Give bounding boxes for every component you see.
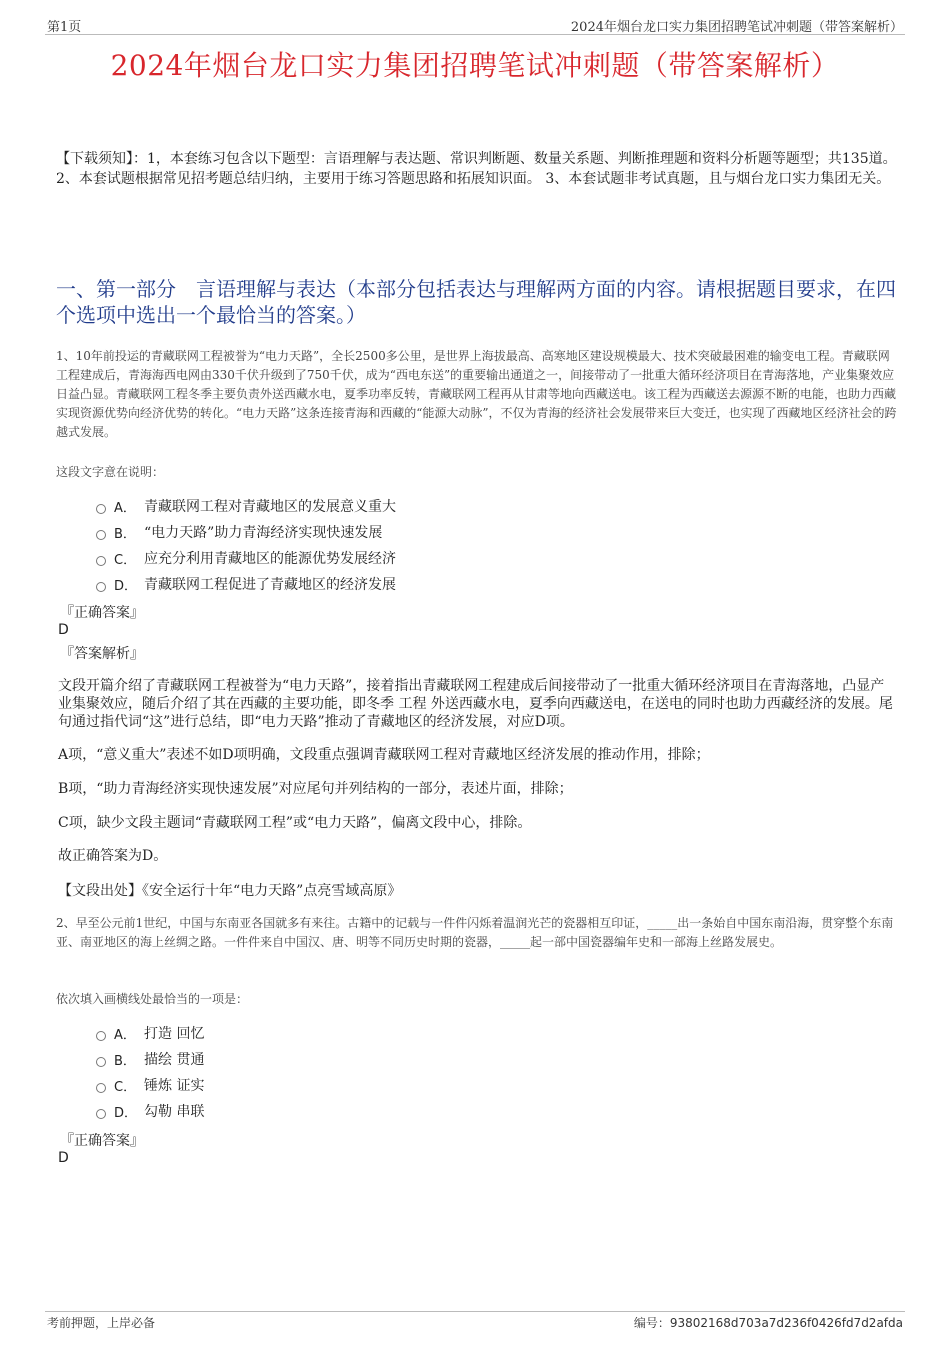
- question-2-option-b[interactable]: B． 描绘 贯通: [96, 1046, 696, 1072]
- radio-icon[interactable]: [96, 582, 106, 592]
- radio-icon[interactable]: [96, 1109, 106, 1119]
- radio-icon[interactable]: [96, 556, 106, 566]
- question-2-text: 2、早至公元前1世纪，中国与东南亚各国就多有来往。古籍中的记载与一件件闪烁着温润光芒的瓷器相互印证，_____出一条始自中国东南沿海，贯穿整个东南亚、南亚地区的海上丝绸之路。一件件来自中国汉、唐、明等不同历史时期的瓷器，_____起一部中国瓷器编年史和一部海上丝路发展史。: [56, 916, 894, 949]
- page-number: 第1页: [47, 20, 82, 35]
- question-2-option-a[interactable]: A． 打造 回忆: [96, 1020, 696, 1046]
- page-header: [45, 14, 905, 35]
- question-1-analysis-c: C项，缺少文段主题词“青藏联网工程”或“电力天路”，偏离文段中心，排除。: [58, 815, 532, 831]
- question-2-answer: D: [58, 1150, 69, 1166]
- question-1-options: [96, 493, 696, 597]
- radio-icon[interactable]: [96, 1031, 106, 1041]
- question-1-prompt: 这段文字意在说明：: [56, 465, 165, 479]
- question-2-prompt: 依次填入画横线处最恰当的一项是：: [56, 992, 249, 1006]
- footer-slogan: 考前押题，上岸必备: [47, 1316, 156, 1330]
- radio-icon[interactable]: [96, 1057, 106, 1067]
- question-1-option-c[interactable]: C． 应充分利用青藏地区的能源优势发展经济: [96, 545, 696, 571]
- radio-icon[interactable]: [96, 1083, 106, 1093]
- question-1-analysis-paragraph: 文段开篇介绍了青藏联网工程被誉为“电力天路”，接着指出青藏联网工程建成后间接带动了一批重大循环经济项目在青海落地，凸显产业集聚效应，随后介绍了其在西藏的主要功能，即冬季 工程 外送西藏水电，夏季向西藏送电，在送电的同时也助力西藏经济的发展。尾句通过指代词“这”进行总结，即“电力天路”推动了青藏地区的经济发展，对应D项。: [58, 678, 893, 730]
- section-heading: 一、第一部分 言语理解与表达（本部分包括表达与理解两方面的内容。请根据题目要求，在四个选项中选出一个最恰当的答案。）: [56, 277, 896, 327]
- header-doc-name: 2024年烟台龙口实力集团招聘笔试冲刺题（带答案解析）: [570, 20, 903, 35]
- question-1-analysis-a: A项，“意义重大”表述不如D项明确，文段重点强调青藏联网工程对青藏地区经济发展的推动作用，排除；: [58, 747, 710, 763]
- radio-icon[interactable]: [96, 504, 106, 514]
- question-1-option-d[interactable]: D． 青藏联网工程促进了青藏地区的经济发展: [96, 571, 696, 597]
- question-1-answer: D: [58, 622, 69, 638]
- question-2-answer-label: 『正确答案』: [60, 1133, 144, 1149]
- download-notice: 【下载须知】：1，本套练习包含以下题型：言语理解与表达题、常识判断题、数量关系题、判断推理题和资料分析题等题型；共135道。 2、本套试题根据常见招考题总结归纳，主要用于练习答题思路和拓展知识面。 3、本套试题非考试真题，且与烟台龙口实力集团无关。: [56, 151, 897, 187]
- question-2-option-d[interactable]: D． 勾勒 串联: [96, 1098, 696, 1124]
- question-1-analysis-label: 『答案解析』: [60, 646, 144, 662]
- question-1-option-a[interactable]: A． 青藏联网工程对青藏地区的发展意义重大: [96, 493, 696, 519]
- question-1-option-b[interactable]: B． “电力天路”助力青海经济实现快速发展: [96, 519, 696, 545]
- document-title: 2024年烟台龙口实力集团招聘笔试冲刺题（带答案解析）: [110, 49, 840, 82]
- page-footer: [45, 1311, 905, 1332]
- radio-icon[interactable]: [96, 530, 106, 540]
- question-1-text: 1、10年前投运的青藏联网工程被誉为“电力天路”，全长2500多公里，是世界上海拔最高、高寒地区建设规模最大、技术突破最困难的输变电工程。青藏联网工程建成后，青海海西电网由330千伏升级到了750千伏，成为“西电东送”的重要输出通道之一，间接带动了一批重大循环经济项目在青海落地，产业集聚效应日益凸显。青藏联网工程冬季主要负责外送西藏水电，夏季功率反转，青藏联网工程再从甘肃等地向西藏送电。该工程为西藏送去源源不断的电能，也助力西藏实现资源优势向经济优势的转化。“电力天路”这条连接青海和西藏的“能源大动脉”，不仅为青海的经济社会发展带来巨大变迁，也实现了西藏地区经济社会的跨越式发展。: [56, 349, 897, 439]
- question-1-analysis-conclusion: 故正确答案为D。: [58, 848, 168, 864]
- question-2-option-c[interactable]: C． 锤炼 证实: [96, 1072, 696, 1098]
- question-2-options: [96, 1020, 696, 1124]
- question-1-answer-label: 『正确答案』: [60, 605, 144, 621]
- question-1-source: 【文段出处】《安全运行十年“电力天路”点亮雪域高原》: [58, 883, 402, 899]
- footer-doc-id: 编号：93802168d703a7d236f0426fd7d2afda: [633, 1316, 903, 1330]
- question-1-analysis-b: B项，“助力青海经济实现快速发展”对应尾句并列结构的一部分，表述片面，排除；: [58, 781, 573, 797]
